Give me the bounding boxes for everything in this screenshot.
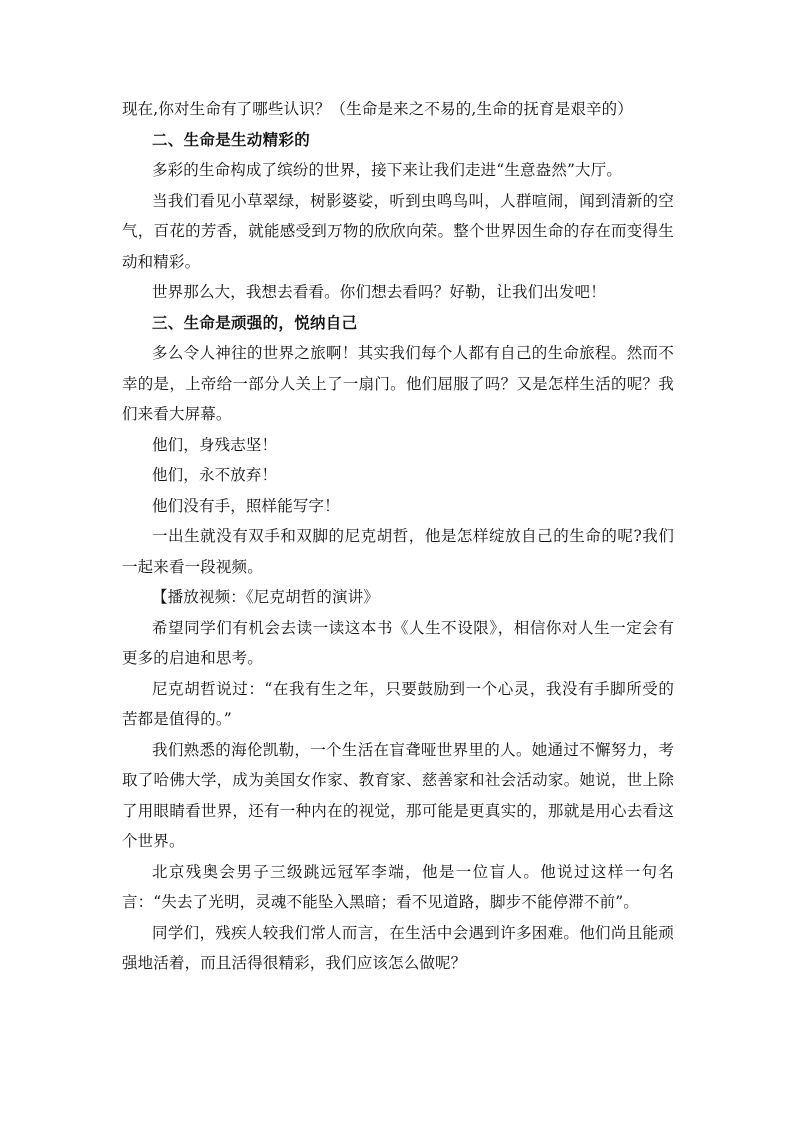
paragraph-nick-intro: 一出生就没有双手和双脚的尼克胡哲，他是怎样绽放自己的生命的呢?我们一起来看一段视频。 [122, 527, 674, 576]
paragraph-determined: 他们，身残志坚！ [152, 435, 278, 454]
paragraph-life-journey: 多么令人神往的世界之旅啊！其实我们每个人都有自己的生命旅程。然而不幸的是，上帝给一部分人关上了一扇门。他们屈服了吗？又是怎样生活的呢？我们来看大屏幕。 [122, 344, 674, 423]
paragraph-never-give-up: 他们，永不放弃！ [152, 466, 278, 484]
paragraph-nature-senses: 当我们看见小草翠绿，树影婆娑，听到虫鸣鸟叫，人群喧闹，闻到清新的空气，百花的芳香，就能感受到万物的欣欣向荣。整个世界因生命的存在而变得生动和精彩。 [122, 191, 674, 271]
paragraph-see-world: 世界那么大，我想去看看。你们想去看吗？好勒，让我们出发吧！ [152, 283, 606, 301]
section-heading-strong-life: 三、生命是顽强的，悦纳自己 [152, 313, 358, 332]
paragraph-closing-question: 同学们，残疾人较我们常人而言，在生活中会遇到许多困难。他们尚且能顽强地活着，而且活得很精彩，我们应该怎么做呢？ [122, 923, 674, 972]
document-body [122, 94, 674, 979]
section-heading-vivid-life: 二、生命是生动精彩的 [152, 130, 311, 149]
paragraph-no-hands-writing: 他们没有手，照样能写字！ [152, 496, 340, 515]
paragraph-book-recommendation: 希望同学们有机会去读一读这本书《人生不设限》，相信你对人生一定会有更多的启迪和思考。 [122, 618, 674, 667]
paragraph-helen-keller: 我们熟悉的海伦凯勒，一个生活在盲聋哑世界里的人。她通过不懈努力，考取了哈佛大学，成为美国女作家、教育家、慈善家和社会活动家。她说，世上除了用眼睛看世界，还有一种内在的视觉，那可能是更真实的，那就是用心去看这个世界。 [122, 740, 674, 850]
paragraph-nick-quote: 尼克胡哲说过：“在我有生之年，只要鼓励到一个心灵，我没有手脚所受的苦都是值得的。” [122, 679, 674, 728]
paragraph-li-duan: 北京残奥会男子三级跳远冠军李端，他是一位盲人。他说过这样一句名言：“失去了光明，灵魂不能坠入黑暗；看不见道路，脚步不能停滞不前”。 [122, 862, 674, 911]
paragraph-colorful-world: 多彩的生命构成了缤纷的世界，接下来让我们走进“生意盎然”大厅。 [152, 161, 623, 179]
paragraph-video-note: 【播放视频：《尼克胡哲的演讲》 [152, 588, 380, 606]
paragraph-life-understanding: 现在,你对生命有了哪些认识？（生命是来之不易的,生命的抚育是艰辛的） [122, 100, 633, 118]
